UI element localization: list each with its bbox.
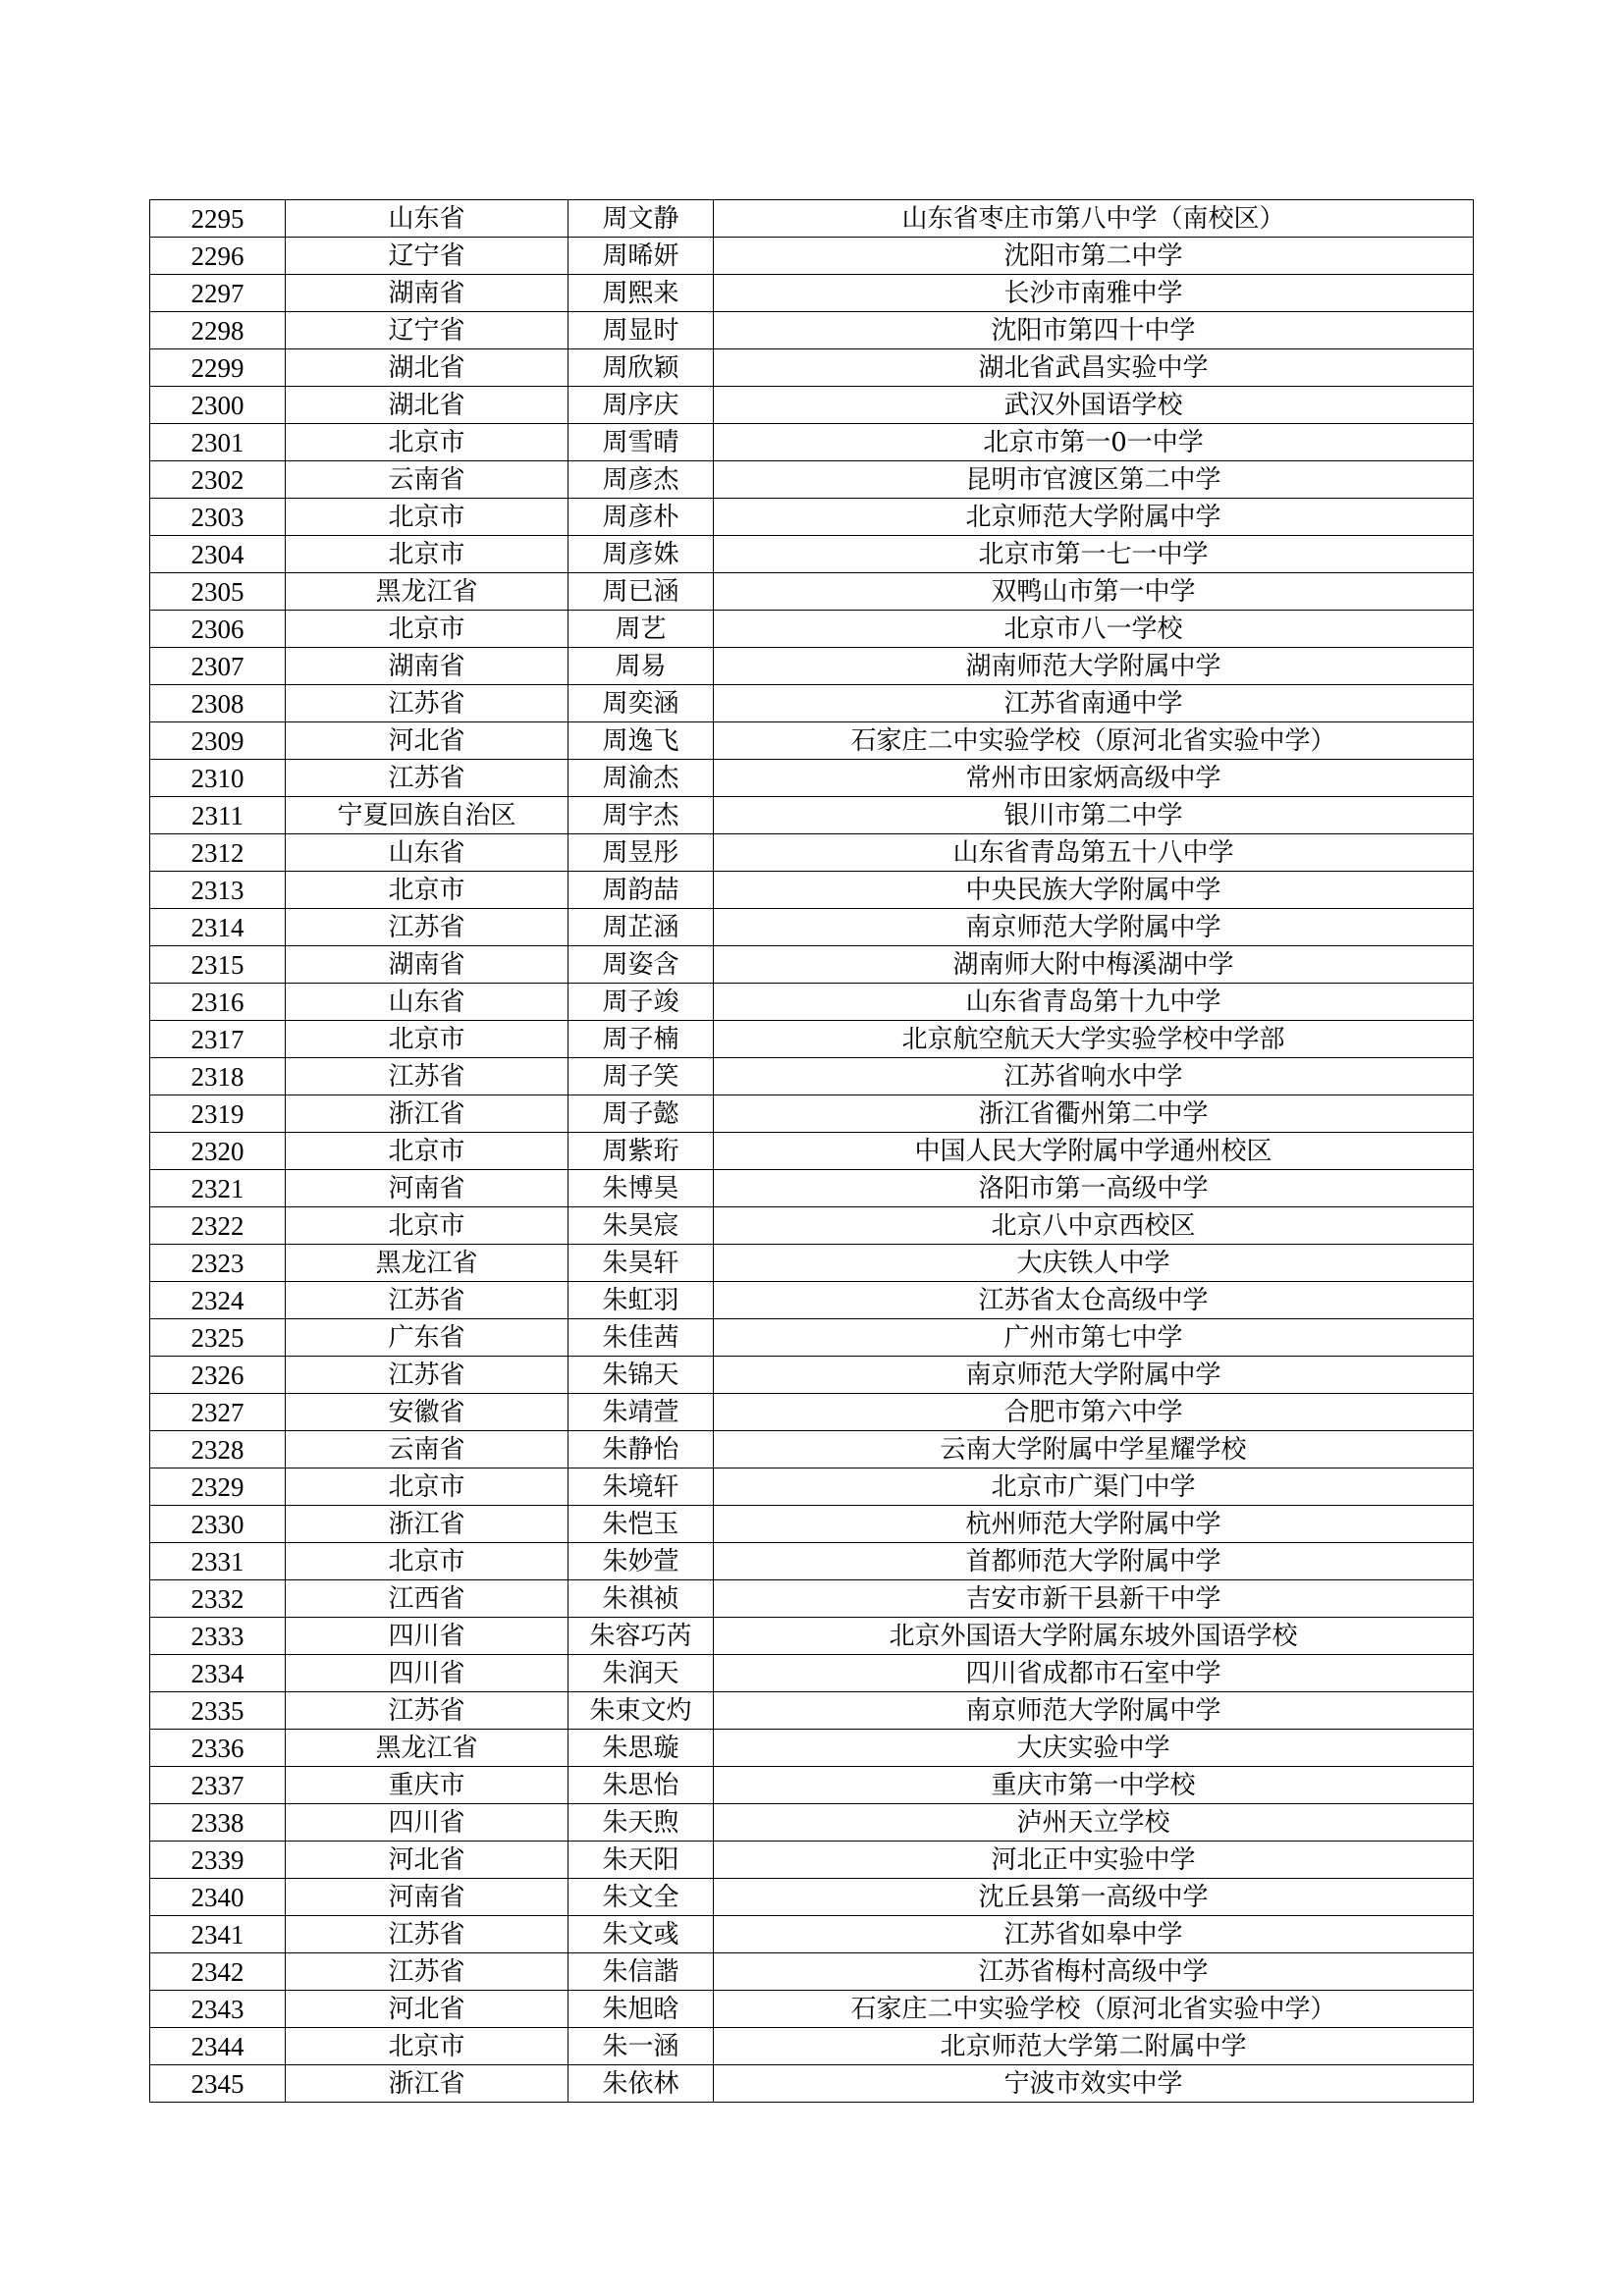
cell-id: 2314 <box>150 909 286 946</box>
cell-province: 江苏省 <box>286 1357 568 1394</box>
table-row <box>150 722 1474 760</box>
cell-student-name: 朱信諧 <box>568 1953 714 1991</box>
table-row <box>150 1804 1474 1842</box>
cell-school: 南京师范大学附属中学 <box>714 909 1474 946</box>
cell-province: 四川省 <box>286 1618 568 1655</box>
cell-id: 2341 <box>150 1916 286 1953</box>
cell-province: 黑龙江省 <box>286 1245 568 1282</box>
cell-student-name: 周渝杰 <box>568 760 714 797</box>
cell-province: 辽宁省 <box>286 312 568 349</box>
cell-student-name: 朱妙萱 <box>568 1543 714 1580</box>
cell-id: 2315 <box>150 946 286 984</box>
cell-id: 2300 <box>150 387 286 424</box>
cell-id: 2335 <box>150 1692 286 1730</box>
cell-id: 2305 <box>150 573 286 611</box>
cell-school: 北京市八一学校 <box>714 611 1474 648</box>
cell-school: 中国人民大学附属中学通州校区 <box>714 1133 1474 1170</box>
cell-school: 石家庄二中实验学校（原河北省实验中学） <box>714 1991 1474 2028</box>
cell-id: 2321 <box>150 1170 286 1207</box>
cell-school: 湖南师大附中梅溪湖中学 <box>714 946 1474 984</box>
table-row <box>150 1468 1474 1506</box>
cell-province: 湖北省 <box>286 349 568 387</box>
cell-school: 浙江省衢州第二中学 <box>714 1095 1474 1133</box>
cell-student-name: 周序庆 <box>568 387 714 424</box>
table-row <box>150 1207 1474 1245</box>
table-row <box>150 1282 1474 1319</box>
cell-id: 2320 <box>150 1133 286 1170</box>
cell-school: 北京市广渠门中学 <box>714 1468 1474 1506</box>
cell-school: 武汉外国语学校 <box>714 387 1474 424</box>
cell-school: 北京市第一0一中学 <box>714 424 1474 461</box>
cell-id: 2317 <box>150 1021 286 1058</box>
table-row <box>150 1618 1474 1655</box>
cell-school: 北京师范大学第二附属中学 <box>714 2028 1474 2065</box>
cell-province: 河北省 <box>286 1991 568 2028</box>
table-row <box>150 1916 1474 1953</box>
cell-school: 云南大学附属中学星耀学校 <box>714 1431 1474 1468</box>
cell-school: 江苏省南通中学 <box>714 685 1474 722</box>
cell-student-name: 周昱彤 <box>568 834 714 872</box>
cell-school: 吉安市新干县新干中学 <box>714 1580 1474 1618</box>
cell-student-name: 朱文全 <box>568 1879 714 1916</box>
cell-student-name: 周艺 <box>568 611 714 648</box>
cell-id: 2312 <box>150 834 286 872</box>
table-row <box>150 1095 1474 1133</box>
cell-province: 江苏省 <box>286 909 568 946</box>
table-row <box>150 1692 1474 1730</box>
cell-student-name: 朱恺玉 <box>568 1506 714 1543</box>
table-row <box>150 349 1474 387</box>
cell-province: 河南省 <box>286 1879 568 1916</box>
cell-id: 2338 <box>150 1804 286 1842</box>
cell-province: 四川省 <box>286 1804 568 1842</box>
cell-student-name: 朱束文灼 <box>568 1692 714 1730</box>
cell-id: 2333 <box>150 1618 286 1655</box>
cell-student-name: 周韵喆 <box>568 872 714 909</box>
cell-student-name: 周彦朴 <box>568 499 714 536</box>
table-row <box>150 611 1474 648</box>
table-row <box>150 573 1474 611</box>
cell-school: 中央民族大学附属中学 <box>714 872 1474 909</box>
cell-school: 杭州师范大学附属中学 <box>714 1506 1474 1543</box>
cell-school: 江苏省响水中学 <box>714 1058 1474 1095</box>
cell-id: 2339 <box>150 1842 286 1879</box>
cell-student-name: 朱靖萱 <box>568 1394 714 1431</box>
cell-student-name: 周宇杰 <box>568 797 714 834</box>
cell-school: 山东省青岛第十九中学 <box>714 984 1474 1021</box>
table-row <box>150 1879 1474 1916</box>
cell-province: 北京市 <box>286 1468 568 1506</box>
cell-student-name: 朱佳茜 <box>568 1319 714 1357</box>
cell-id: 2301 <box>150 424 286 461</box>
cell-student-name: 周紫珩 <box>568 1133 714 1170</box>
roster-table-body <box>150 200 1474 2103</box>
cell-school: 大庆铁人中学 <box>714 1245 1474 1282</box>
cell-id: 2343 <box>150 1991 286 2028</box>
table-row <box>150 499 1474 536</box>
cell-student-name: 周子笑 <box>568 1058 714 1095</box>
cell-province: 江苏省 <box>286 760 568 797</box>
cell-school: 大庆实验中学 <box>714 1730 1474 1767</box>
cell-student-name: 朱昊轩 <box>568 1245 714 1282</box>
cell-province: 四川省 <box>286 1655 568 1692</box>
cell-id: 2306 <box>150 611 286 648</box>
table-row <box>150 238 1474 275</box>
cell-province: 北京市 <box>286 1133 568 1170</box>
cell-student-name: 朱容巧芮 <box>568 1618 714 1655</box>
table-row <box>150 1319 1474 1357</box>
cell-student-name: 朱博昊 <box>568 1170 714 1207</box>
cell-school: 河北正中实验中学 <box>714 1842 1474 1879</box>
cell-student-name: 朱依林 <box>568 2065 714 2103</box>
cell-id: 2336 <box>150 1730 286 1767</box>
cell-student-name: 周子竣 <box>568 984 714 1021</box>
cell-school: 北京八中京西校区 <box>714 1207 1474 1245</box>
cell-school: 广州市第七中学 <box>714 1319 1474 1357</box>
cell-province: 重庆市 <box>286 1767 568 1804</box>
cell-student-name: 朱境轩 <box>568 1468 714 1506</box>
cell-id: 2327 <box>150 1394 286 1431</box>
cell-school: 四川省成都市石室中学 <box>714 1655 1474 1692</box>
cell-id: 2311 <box>150 797 286 834</box>
cell-id: 2307 <box>150 648 286 685</box>
table-row <box>150 1655 1474 1692</box>
cell-student-name: 周显时 <box>568 312 714 349</box>
table-row <box>150 1058 1474 1095</box>
cell-province: 辽宁省 <box>286 238 568 275</box>
table-row <box>150 797 1474 834</box>
cell-school: 洛阳市第一高级中学 <box>714 1170 1474 1207</box>
cell-student-name: 周彦姝 <box>568 536 714 573</box>
cell-school: 双鸭山市第一中学 <box>714 573 1474 611</box>
cell-province: 山东省 <box>286 984 568 1021</box>
cell-school: 江苏省如皋中学 <box>714 1916 1474 1953</box>
table-row <box>150 1730 1474 1767</box>
cell-province: 北京市 <box>286 536 568 573</box>
cell-province: 江苏省 <box>286 1058 568 1095</box>
cell-school: 南京师范大学附属中学 <box>714 1692 1474 1730</box>
cell-id: 2313 <box>150 872 286 909</box>
table-row <box>150 685 1474 722</box>
table-row <box>150 760 1474 797</box>
cell-id: 2322 <box>150 1207 286 1245</box>
cell-school: 南京师范大学附属中学 <box>714 1357 1474 1394</box>
cell-id: 2304 <box>150 536 286 573</box>
cell-student-name: 周芷涵 <box>568 909 714 946</box>
cell-id: 2316 <box>150 984 286 1021</box>
cell-province: 河北省 <box>286 1842 568 1879</box>
cell-id: 2326 <box>150 1357 286 1394</box>
cell-id: 2309 <box>150 722 286 760</box>
cell-id: 2345 <box>150 2065 286 2103</box>
cell-province: 江苏省 <box>286 685 568 722</box>
table-row <box>150 1394 1474 1431</box>
cell-student-name: 朱思怡 <box>568 1767 714 1804</box>
table-row <box>150 909 1474 946</box>
cell-student-name: 朱旭晗 <box>568 1991 714 2028</box>
cell-school: 长沙市南雅中学 <box>714 275 1474 312</box>
cell-province: 北京市 <box>286 499 568 536</box>
cell-school: 常州市田家炳高级中学 <box>714 760 1474 797</box>
cell-school: 银川市第二中学 <box>714 797 1474 834</box>
cell-student-name: 周彦杰 <box>568 461 714 499</box>
cell-province: 江苏省 <box>286 1953 568 1991</box>
cell-id: 2337 <box>150 1767 286 1804</box>
table-row <box>150 946 1474 984</box>
cell-student-name: 朱天煦 <box>568 1804 714 1842</box>
cell-province: 北京市 <box>286 2028 568 2065</box>
cell-school: 石家庄二中实验学校（原河北省实验中学） <box>714 722 1474 760</box>
cell-id: 2342 <box>150 1953 286 1991</box>
cell-province: 山东省 <box>286 200 568 238</box>
cell-province: 云南省 <box>286 1431 568 1468</box>
cell-province: 浙江省 <box>286 2065 568 2103</box>
cell-id: 2324 <box>150 1282 286 1319</box>
cell-student-name: 朱天阳 <box>568 1842 714 1879</box>
table-row <box>150 1170 1474 1207</box>
cell-province: 北京市 <box>286 872 568 909</box>
cell-school: 沈阳市第四十中学 <box>714 312 1474 349</box>
cell-student-name: 周子楠 <box>568 1021 714 1058</box>
cell-school: 北京市第一七一中学 <box>714 536 1474 573</box>
cell-id: 2329 <box>150 1468 286 1506</box>
cell-province: 北京市 <box>286 1207 568 1245</box>
table-row <box>150 1842 1474 1879</box>
cell-student-name: 周已涵 <box>568 573 714 611</box>
table-row <box>150 200 1474 238</box>
cell-school: 江苏省梅村高级中学 <box>714 1953 1474 1991</box>
cell-id: 2334 <box>150 1655 286 1692</box>
cell-school: 泸州天立学校 <box>714 1804 1474 1842</box>
cell-province: 浙江省 <box>286 1095 568 1133</box>
cell-student-name: 朱润天 <box>568 1655 714 1692</box>
cell-school: 湖北省武昌实验中学 <box>714 349 1474 387</box>
cell-province: 云南省 <box>286 461 568 499</box>
table-row <box>150 2028 1474 2065</box>
cell-school: 湖南师范大学附属中学 <box>714 648 1474 685</box>
cell-school: 昆明市官渡区第二中学 <box>714 461 1474 499</box>
table-row <box>150 984 1474 1021</box>
cell-province: 湖北省 <box>286 387 568 424</box>
cell-id: 2295 <box>150 200 286 238</box>
cell-province: 湖南省 <box>286 275 568 312</box>
cell-province: 湖南省 <box>286 946 568 984</box>
table-row <box>150 1245 1474 1282</box>
cell-student-name: 周文静 <box>568 200 714 238</box>
cell-school: 江苏省太仓高级中学 <box>714 1282 1474 1319</box>
table-row <box>150 1991 1474 2028</box>
cell-province: 浙江省 <box>286 1506 568 1543</box>
cell-student-name: 周易 <box>568 648 714 685</box>
cell-student-name: 周子懿 <box>568 1095 714 1133</box>
cell-id: 2298 <box>150 312 286 349</box>
table-row <box>150 312 1474 349</box>
cell-province: 河北省 <box>286 722 568 760</box>
cell-province: 北京市 <box>286 611 568 648</box>
table-row <box>150 1543 1474 1580</box>
cell-id: 2330 <box>150 1506 286 1543</box>
table-row <box>150 275 1474 312</box>
cell-student-name: 朱思璇 <box>568 1730 714 1767</box>
table-row <box>150 424 1474 461</box>
table-row <box>150 1431 1474 1468</box>
cell-id: 2318 <box>150 1058 286 1095</box>
cell-student-name: 朱静怡 <box>568 1431 714 1468</box>
cell-id: 2332 <box>150 1580 286 1618</box>
cell-school: 合肥市第六中学 <box>714 1394 1474 1431</box>
table-row <box>150 1767 1474 1804</box>
cell-province: 湖南省 <box>286 648 568 685</box>
cell-student-name: 周熙来 <box>568 275 714 312</box>
table-row <box>150 1953 1474 1991</box>
cell-id: 2340 <box>150 1879 286 1916</box>
cell-student-name: 周晞妍 <box>568 238 714 275</box>
cell-id: 2319 <box>150 1095 286 1133</box>
cell-id: 2328 <box>150 1431 286 1468</box>
cell-province: 江苏省 <box>286 1916 568 1953</box>
cell-student-name: 朱锦天 <box>568 1357 714 1394</box>
cell-student-name: 周逸飞 <box>568 722 714 760</box>
cell-id: 2325 <box>150 1319 286 1357</box>
table-row <box>150 1021 1474 1058</box>
table-row <box>150 461 1474 499</box>
cell-student-name: 周欣颖 <box>568 349 714 387</box>
roster-table <box>149 199 1474 2103</box>
cell-id: 2331 <box>150 1543 286 1580</box>
table-row <box>150 1133 1474 1170</box>
cell-school: 山东省枣庄市第八中学（南校区） <box>714 200 1474 238</box>
cell-school: 北京师范大学附属中学 <box>714 499 1474 536</box>
cell-id: 2303 <box>150 499 286 536</box>
cell-id: 2302 <box>150 461 286 499</box>
cell-id: 2323 <box>150 1245 286 1282</box>
cell-province: 山东省 <box>286 834 568 872</box>
cell-school: 山东省青岛第五十八中学 <box>714 834 1474 872</box>
cell-province: 宁夏回族自治区 <box>286 797 568 834</box>
cell-id: 2308 <box>150 685 286 722</box>
cell-province: 黑龙江省 <box>286 573 568 611</box>
table-row <box>150 834 1474 872</box>
table-row <box>150 648 1474 685</box>
cell-school: 北京航空航天大学实验学校中学部 <box>714 1021 1474 1058</box>
table-row <box>150 1506 1474 1543</box>
table-row <box>150 2065 1474 2103</box>
table-row <box>150 1357 1474 1394</box>
cell-id: 2299 <box>150 349 286 387</box>
cell-id: 2296 <box>150 238 286 275</box>
cell-student-name: 朱虹羽 <box>568 1282 714 1319</box>
cell-province: 黑龙江省 <box>286 1730 568 1767</box>
cell-school: 首都师范大学附属中学 <box>714 1543 1474 1580</box>
table-row <box>150 387 1474 424</box>
cell-province: 江苏省 <box>286 1282 568 1319</box>
cell-school: 沈阳市第二中学 <box>714 238 1474 275</box>
cell-student-name: 朱一涵 <box>568 2028 714 2065</box>
cell-student-name: 朱祺祯 <box>568 1580 714 1618</box>
cell-school: 沈丘县第一高级中学 <box>714 1879 1474 1916</box>
cell-student-name: 朱昊宸 <box>568 1207 714 1245</box>
cell-province: 安徽省 <box>286 1394 568 1431</box>
cell-id: 2310 <box>150 760 286 797</box>
cell-province: 江西省 <box>286 1580 568 1618</box>
cell-school: 宁波市效实中学 <box>714 2065 1474 2103</box>
cell-id: 2297 <box>150 275 286 312</box>
cell-id: 2344 <box>150 2028 286 2065</box>
cell-student-name: 周姿含 <box>568 946 714 984</box>
table-row <box>150 536 1474 573</box>
cell-student-name: 周奕涵 <box>568 685 714 722</box>
table-row <box>150 1580 1474 1618</box>
cell-province: 北京市 <box>286 1021 568 1058</box>
cell-province: 河南省 <box>286 1170 568 1207</box>
cell-school: 重庆市第一中学校 <box>714 1767 1474 1804</box>
table-row <box>150 872 1474 909</box>
cell-school: 北京外国语大学附属东坡外国语学校 <box>714 1618 1474 1655</box>
cell-province: 广东省 <box>286 1319 568 1357</box>
cell-province: 北京市 <box>286 1543 568 1580</box>
cell-province: 北京市 <box>286 424 568 461</box>
cell-province: 江苏省 <box>286 1692 568 1730</box>
cell-student-name: 朱文彧 <box>568 1916 714 1953</box>
cell-student-name: 周雪晴 <box>568 424 714 461</box>
